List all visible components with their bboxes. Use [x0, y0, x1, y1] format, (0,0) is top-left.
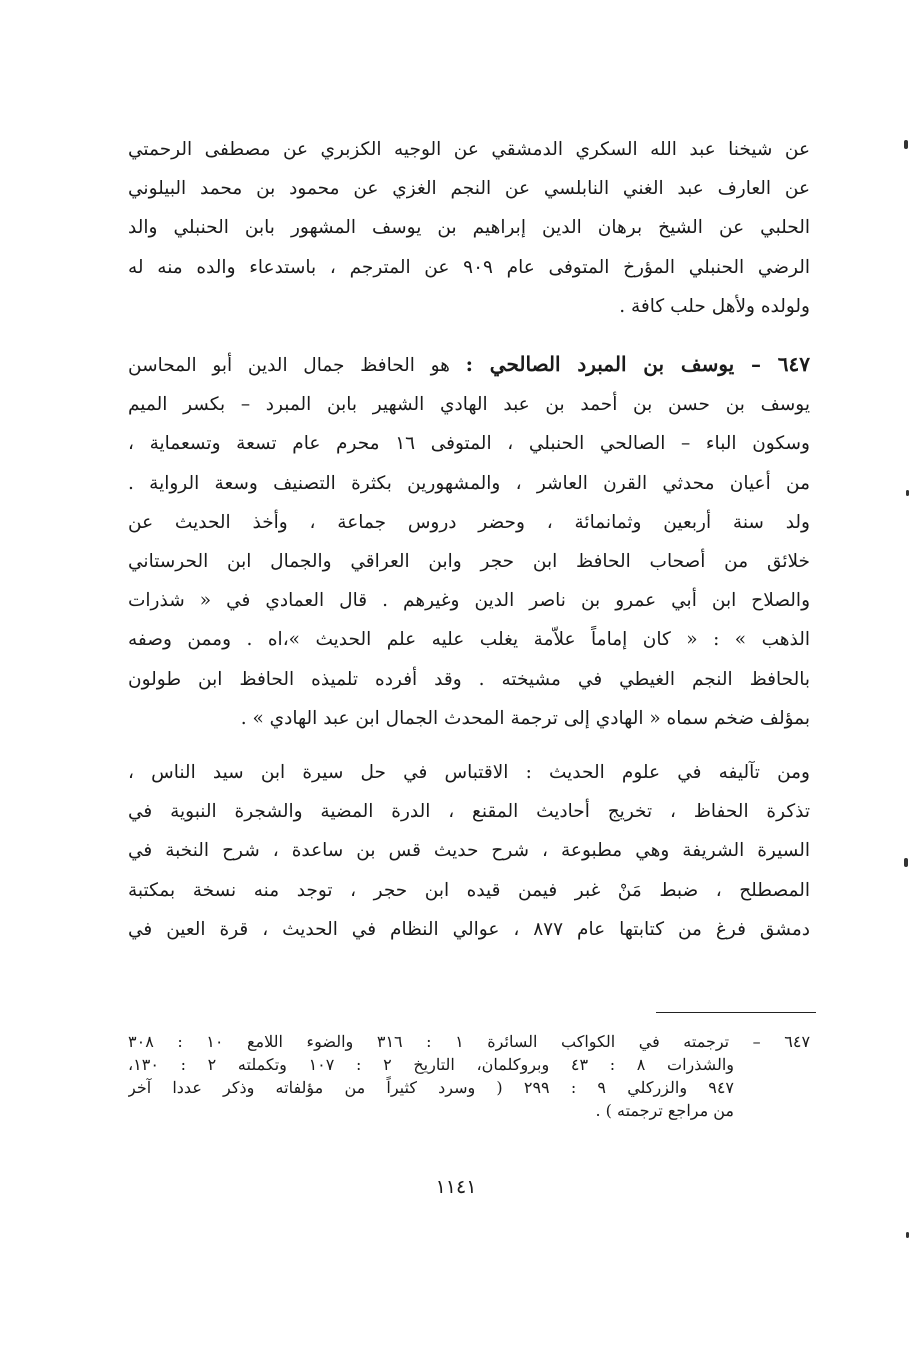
text-line: دمشق فرغ من كتابتها عام ٨٧٧ ، عوالي النظام في الحديث ، قرة العين في	[128, 918, 810, 940]
text-line: من أعيان محدثي القرن العاشر ، والمشهورين بكثرة التصنيف وسعة الرواية .	[128, 472, 810, 494]
text-line: وسكون الباء – الصالحي الحنبلي ، المتوفى ١٦ محرم عام تسعة وتسعماية ،	[128, 433, 810, 455]
text-line: ومن تآليفه في علوم الحديث : الاقتباس في حل سيرة ابن سيد الناس ،	[128, 762, 810, 784]
footnote	[128, 1030, 810, 1122]
entry-heading: ٦٤٧ – يوسف بن المبرد الصالحي :	[465, 352, 810, 377]
text-line: الذهب » : « كان إماماً علاّمة يغلب عليه علم الحديث »،اه . وممن وصفه	[128, 629, 810, 651]
text-line: تذكرة الحفاظ ، تخريج أحاديث المقنع ، الدرة المضية والشجرة النبوية في	[128, 801, 810, 823]
document-body	[128, 130, 810, 949]
text-line: بالحافظ النجم الغيطي في مشيخته . وقد أفرده تلميذه الحافظ ابن طولون	[128, 668, 810, 690]
footnote-line: من مراجع ترجمته ) .	[595, 1101, 734, 1120]
text-line: ولد سنة أربعين وثمانمائة ، وحضر دروس جماعة ، وأخذ الحديث عن	[128, 511, 810, 533]
scan-speck	[904, 140, 908, 149]
text-line: الحلبي عن الشيخ برهان الدين إبراهيم بن يوسف المشهور بابن الحنبلي والد	[128, 217, 810, 239]
paragraph-chain-of-narration	[128, 130, 810, 326]
entry-first-line-text: هو الحافظ جمال الدين أبو المحاسن	[128, 355, 466, 377]
text-line: ولولده ولأهل حلب كافة .	[619, 295, 810, 317]
paragraph-works	[128, 753, 810, 949]
scan-speck	[906, 490, 909, 496]
text-line: السيرة الشريفة وهي مطبوعة ، شرح حديث قس بن ساعدة ، شرح النخبة في	[128, 840, 810, 862]
footnote-line: ٦٤٧ – ترجمته في الكواكب السائرة ١ : ٣١٦ والضوء اللامع ١٠ : ٣٠٨	[128, 1032, 810, 1051]
page-number: ١١٤١	[435, 1176, 477, 1198]
footnote-line: ٩٤٧ والزركلي ٩ : ٢٩٩ ( وسرد كثيراً من مؤلفاته وذكر عددا آخر	[128, 1078, 735, 1097]
footnote-separator	[656, 1012, 816, 1013]
text-line: والصلاح ابن أبي عمرو بن ناصر الدين وغيرهم . قال العمادي في « شذرات	[128, 590, 810, 612]
scan-speck	[904, 858, 908, 867]
text-line: عن العارف عبد الغني النابلسي عن النجم الغزي عن محمود بن محمد البيلوني	[128, 178, 810, 200]
text-line: الرضي الحنبلي المؤرخ المتوفى عام ٩٠٩ عن المترجم ، باستدعاء والده منه له	[128, 256, 810, 278]
text-line: بمؤلف ضخم سماه « الهادي إلى ترجمة المحدث الجمال ابن عبد الهادي » .	[240, 707, 810, 729]
text-line: عن شيخنا عبد الله السكري الدمشقي عن الوجيه الكزبري عن مصطفى الرحمتي	[128, 139, 810, 160]
text-line: يوسف بن حسن بن أحمد بن عبد الهادي الشهير بابن المبرد – بكسر الميم	[128, 394, 810, 416]
footnote-line: والشذرات ٨ : ٤٣ وبروكلمان، التاريخ ٢ : ١٠٧ وتكملته ٢ : ١٣٠،	[128, 1055, 734, 1074]
paragraph-entry-647	[128, 345, 810, 738]
text-line: خلائق من أصحاب الحافظ ابن حجر وابن العراقي والجمال ابن الحرستاني	[128, 551, 810, 573]
scan-speck	[906, 1232, 909, 1238]
entry-first-line	[128, 345, 810, 385]
text-line: المصطلح ، ضبط مَنْ غبر فيمن قيده ابن حجر ، توجد منه نسخة بمكتبة	[128, 879, 810, 901]
